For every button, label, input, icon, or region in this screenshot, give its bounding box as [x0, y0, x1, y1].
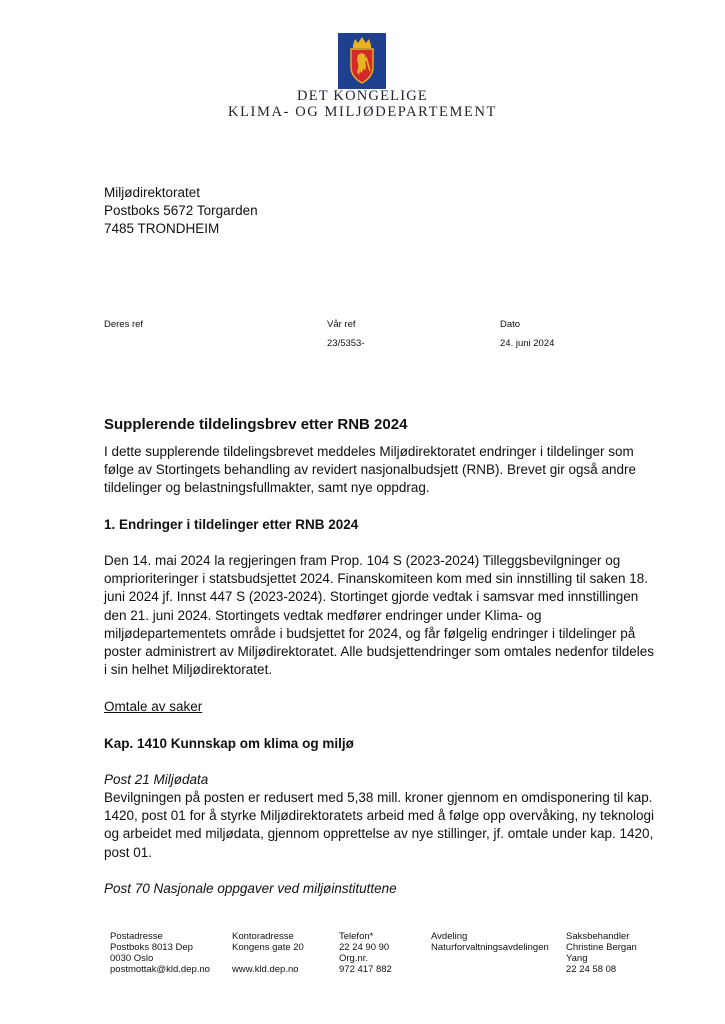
section1-line: juni 2024 jf. Innst 447 S (2023-2024). Stortinget gjorde vedtak i samsvar med innstillingen [104, 589, 639, 605]
footer-value: 0030 Oslo [110, 953, 154, 964]
recipient-address: Postboks 5672 Torgarden [104, 203, 258, 218]
intro-line: tildelinger og belastningsfullmakter, samt nye oppdrag. [104, 480, 430, 496]
post21-heading: Post 21 Miljødata [104, 772, 209, 787]
section1-paragraph [104, 552, 654, 679]
dato-label: Dato [500, 319, 521, 330]
post21-line: Bevilgningen på posten er redusert med 5,38 mill. kroner gjennom en omdisponering til kap. [104, 790, 653, 805]
footer-email[interactable]: postmottak@kld.dep.no [110, 964, 210, 975]
footer-value: 22 24 90 90 [339, 942, 390, 953]
section1-line: omprioriteringer i statsbudsjettet 2024. Finanskomiteen kom med sin innstilling til saken 18. [104, 571, 649, 587]
post21-line: post 01. [104, 844, 153, 860]
intro-line: følge av Stortingets behandling av revidert nasjonalbudsjett (RNB). Brevet gir også andre [104, 462, 637, 478]
section1-line: i sin helhet Miljødirektoratet. [104, 662, 273, 678]
letter-title: Supplerende tildelingsbrev etter RNB 2024 [104, 416, 408, 433]
section1-heading: 1. Endringer i tildelinger etter RNB 2024 [104, 517, 359, 532]
dato-value: 24. juni 2024 [500, 338, 555, 349]
footer-label: Saksbehandler [566, 931, 630, 942]
footer-avdeling [431, 931, 549, 953]
intro-paragraph [104, 443, 654, 498]
footer-label: Postadresse [110, 931, 163, 942]
post21-line: 1420, post 01 for å styrke Miljødirektoratets arbeid med å følge opp overvåking, ny teknologi [104, 808, 655, 824]
section1-line: miljødepartementets område i budsjettet for 2024, og får følgelig endringer i tildelinger på [104, 625, 636, 641]
department-name-line2: KLIMA- OG MILJØDEPARTEMENT [228, 104, 497, 120]
footer-value: 22 24 58 08 [566, 964, 617, 975]
footer-value: Yang [566, 953, 588, 964]
footer-value: Naturforvaltningsavdelingen [431, 942, 549, 953]
recipient-name: Miljødirektoratet [104, 185, 201, 200]
section1-line: poster administrert av Miljødirektoratet. Alle budsjettendringer som omtales nedenfor tildeles [104, 644, 655, 660]
footer-postadresse [110, 931, 210, 975]
footer-kontoradresse [232, 931, 304, 975]
var-ref-value: 23/5353- [327, 338, 365, 349]
footer-value: Postboks 8013 Dep [110, 942, 193, 953]
var-ref-label: Vår ref [327, 319, 356, 330]
footer-saksbehandler [566, 931, 637, 975]
deres-ref-label: Deres ref [104, 319, 144, 330]
coat-of-arms-logo [338, 33, 386, 89]
post21-paragraph [104, 789, 654, 862]
footer-value: Christine Bergan [566, 942, 637, 953]
footer-value [232, 953, 304, 964]
section1-line: Den 14. mai 2024 la regjeringen fram Prop. 104 S (2023-2024) Tilleggsbevilgninger og [104, 553, 621, 568]
omtale-heading: Omtale av saker [104, 699, 203, 714]
footer-value: Kongens gate 20 [232, 942, 304, 953]
intro-line: I dette supplerende tildelingsbrevet meddeles Miljødirektoratet endringer i tildelinger som [104, 444, 634, 459]
footer-label: Kontoradresse [232, 931, 294, 942]
post70-heading: Post 70 Nasjonale oppgaver ved miljøinstituttene [104, 881, 397, 896]
footer-label: Avdeling [431, 931, 468, 942]
footer-value: 972 417 882 [339, 964, 392, 975]
footer-website[interactable]: www.kld.dep.no [232, 964, 299, 975]
section1-line: den 21. juni 2024. Stortingets vedtak medfører endringer under Klima- og [104, 607, 542, 623]
department-name-line1: DET KONGELIGE [297, 88, 428, 104]
footer-telefon [339, 931, 392, 975]
recipient-postal: 7485 TRONDHEIM [104, 221, 220, 236]
kap-heading: Kap. 1410 Kunnskap om klima og miljø [104, 736, 354, 751]
footer-value: Org.nr. [339, 953, 369, 964]
footer-label: Telefon* [339, 931, 374, 942]
post21-line: og arbeidet med miljødata, gjennom opprettelse av nye stillinger, jf. omtale under kap. 1420, [104, 826, 654, 842]
